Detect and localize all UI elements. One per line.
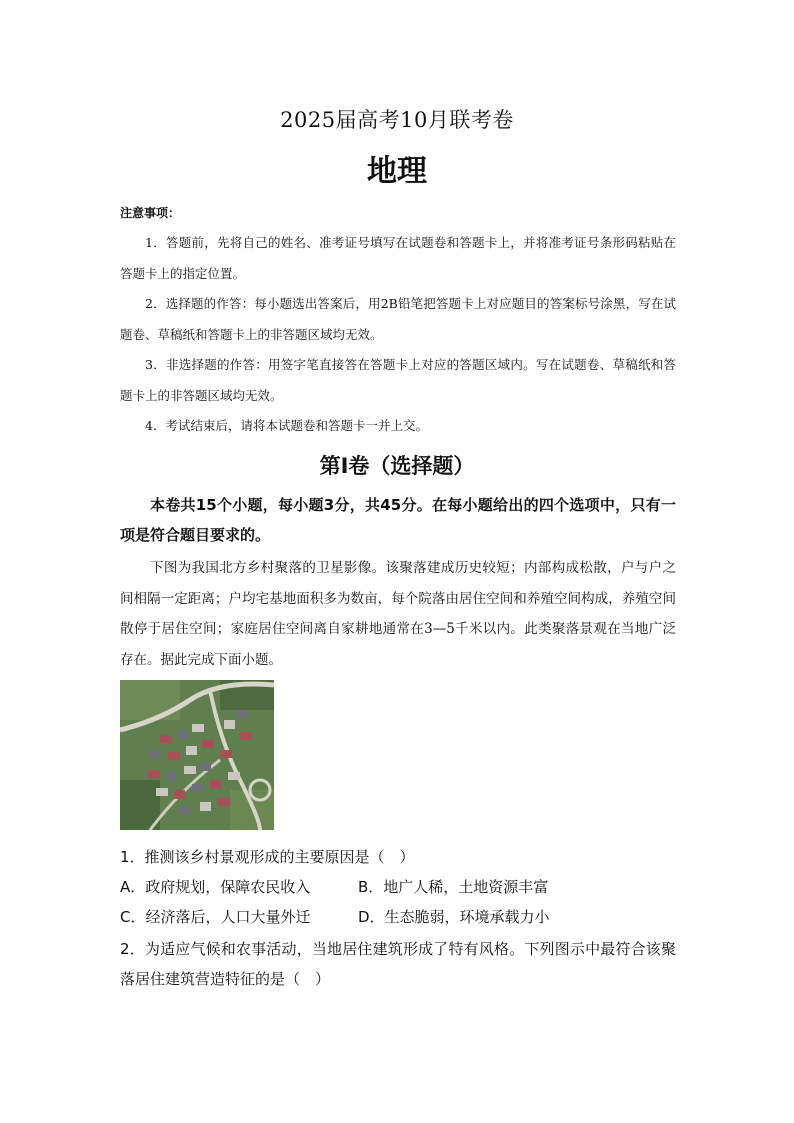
- option-c: C．经济落后，人口大量外迁: [120, 908, 311, 926]
- satellite-image: [120, 680, 274, 830]
- subject-title: 地理: [367, 154, 427, 189]
- section-title: 第Ⅰ卷（选择题）: [319, 454, 475, 478]
- option-d: D．生态脆弱，环境承载力小: [358, 908, 550, 926]
- notice-item: 3．非选择题的作答：用签字笔直接答在答题卡上对应的答题区域内。写在试题卷、草稿纸和答题卡上的非答题区域均无效。: [120, 357, 676, 403]
- question-1-options: [120, 872, 676, 932]
- option-a: A．政府规划，保障农民收入: [120, 878, 311, 896]
- notice-item: 2．选择题的作答：每小题选出答案后，用2B铅笔把答题卡上对应题目的答案标号涂黑，写在试题卷、草稿纸和答题卡上的非答题区域均无效。: [120, 296, 676, 342]
- exam-title: 2025届高考10月联考卷: [280, 108, 514, 132]
- notice-item: 1．答题前，先将自己的姓名、准考证号填写在试题卷和答题卡上，并将准考证号条形码粘贴在答题卡上的指定位置。: [120, 235, 676, 281]
- question-2-stem: 2．为适应气候和农事活动，当地居住建筑形成了特有风格。下列图示中最符合该聚落居住建筑营造特征的是（ ）: [120, 940, 676, 988]
- reading-passage: 下图为我国北方乡村聚落的卫星影像。该聚落建成历史较短；内部构成松散，户与户之间相隔一定距离；户均宅基地面积多为数亩，每个院落由居住空间和养殖空间构成，养殖空间散停于居住空间；家庭居住空间离自家耕地通常在3—5千米以内。此类聚落景观在当地广泛存在。据此完成下面小题。: [120, 560, 676, 668]
- notice-heading: 注意事项：: [120, 206, 181, 220]
- notice-list: [120, 228, 676, 442]
- option-b: B．地广人稀，土地资源丰富: [358, 878, 549, 896]
- section-instruction: 本卷共15个小题，每小题3分，共45分。在每小题给出的四个选项中，只有一项是符合题目要求的。: [120, 496, 676, 544]
- question-1-stem: 1．推测该乡村景观形成的主要原因是（ ）: [120, 848, 415, 866]
- notice-item: 4．考试结束后，请将本试题卷和答题卡一并上交。: [145, 418, 428, 433]
